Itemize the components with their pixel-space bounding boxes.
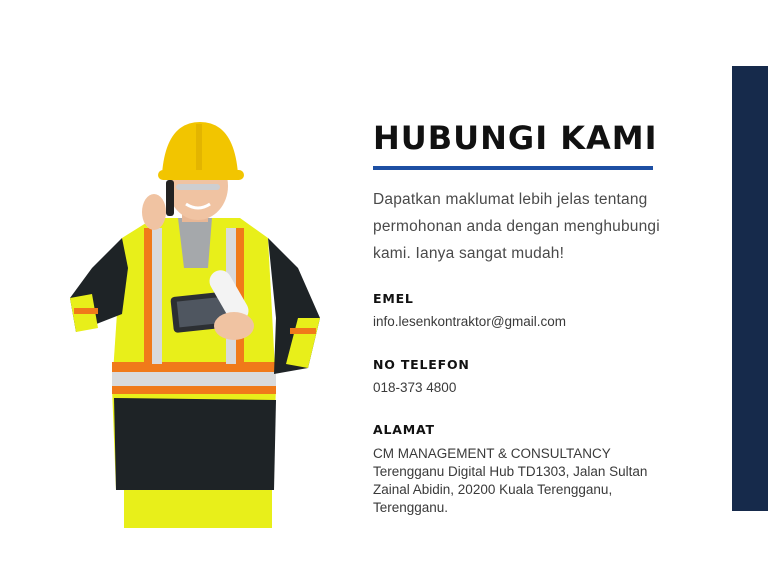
address-line: Terengganu. <box>373 500 449 515</box>
email-section <box>373 291 723 329</box>
address-line: Zainal Abidin, 20200 Kuala Terengganu, <box>373 482 613 497</box>
navy-side-bar <box>732 66 768 511</box>
construction-worker-illustration <box>62 118 330 528</box>
phone-section <box>373 357 723 395</box>
address-line: CM MANAGEMENT & CONSULTANCY <box>373 446 611 461</box>
phone-value[interactable]: 018-373 4800 <box>373 380 457 395</box>
address-value <box>373 445 723 517</box>
address-section <box>373 422 723 517</box>
intro-text <box>373 186 713 267</box>
title-underline <box>373 166 653 170</box>
email-value[interactable]: info.lesenkontraktor@gmail.com <box>373 314 567 329</box>
intro-line: kami. Ianya sangat mudah! <box>373 245 565 262</box>
intro-line: permohonan anda dengan menghubungi <box>373 218 660 235</box>
address-label: ALAMAT <box>373 422 435 437</box>
page-title: HUBUNGI KAMI <box>373 119 658 157</box>
address-line: Terengganu Digital Hub TD1303, Jalan Sultan <box>373 464 648 479</box>
intro-line: Dapatkan maklumat lebih jelas tentang <box>373 191 648 208</box>
email-label: EMEL <box>373 291 414 306</box>
phone-label: NO TELEFON <box>373 357 470 372</box>
